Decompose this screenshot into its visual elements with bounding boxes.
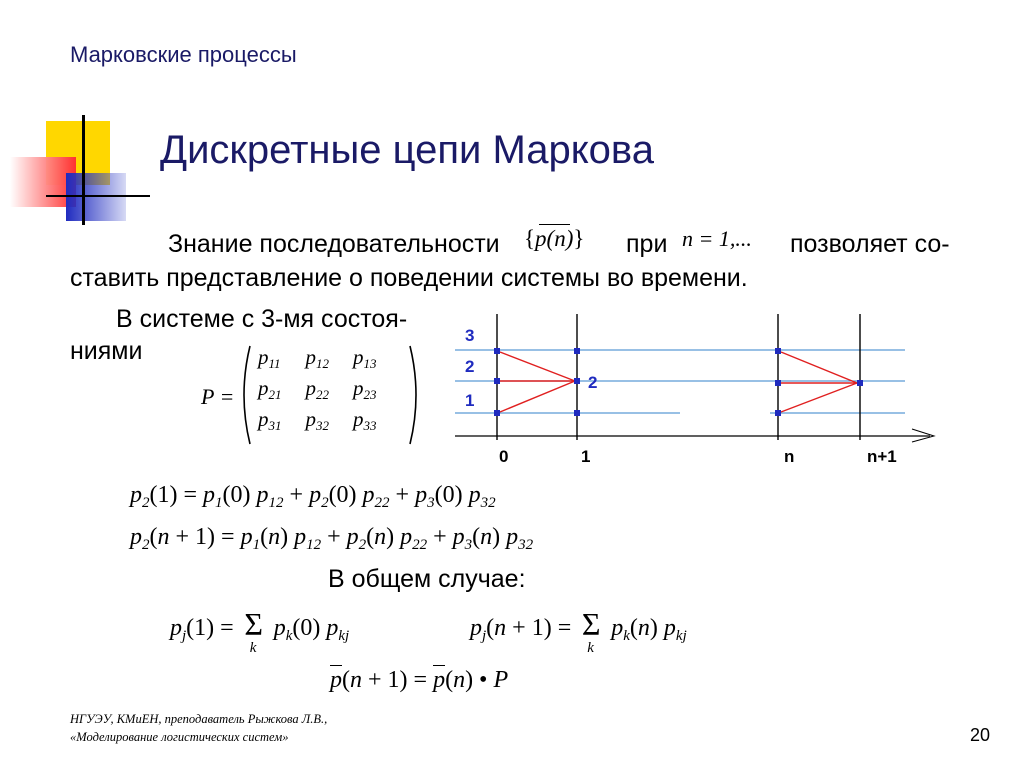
matrix-cell: $p_{32}$ [305,407,329,433]
matrix-row [246,343,389,374]
state-points [494,348,863,416]
matrix-cell: $p_{31}$ [258,407,282,433]
arrow-from-1 [500,381,575,412]
vertical-line [82,115,85,225]
general-case-label: В общем случае: [328,565,526,593]
decorative-squares [10,115,150,225]
matrix-cell: $p_{13}$ [353,345,377,371]
matrix-cell: $p_{22}$ [305,376,329,402]
state-label-3: 3 [465,326,475,345]
matrix-cell: $p_{23}$ [353,376,377,402]
paragraph-2-line-2: ниями [70,337,143,365]
sequence-formula [524,226,584,252]
matrix-cell: $p_{11}$ [258,345,281,371]
range-formula: n = 1,... [682,226,752,251]
horizontal-line [46,195,150,197]
paragraph-1-line-1 [168,228,500,260]
sequence-inner: p(n) [535,226,574,251]
matrix-row [246,405,389,436]
paragraph-1-lead: Знание последовательности [168,230,500,258]
sum-sign: Σ k [244,606,264,656]
equation-4: $p_j(n + 1) = \Sigma$ k $p_k(n)$ $p_{kj}$ [470,606,687,656]
equation-5: p(n + 1) = p(n) • P [330,667,509,693]
state-label-1: 1 [465,391,475,410]
footer-line-2: «Моделирование логистических систем» [70,730,289,744]
blue-square [66,173,126,221]
point [494,410,500,416]
point [574,410,580,416]
matrix-table [246,343,389,436]
paragraph-1-tail: позволяет со- [790,230,950,258]
point [775,410,781,416]
equation-1: $p_2(1) = p_1(0) p_{12} + p_2(0) p_{22} + p_3(0)$ $p_{32}$ [130,482,496,511]
arrow-from-3 [500,352,575,381]
matrix-cell: $p_{21}$ [258,376,282,402]
matrix-cell: $p_{12}$ [305,345,329,371]
point [857,380,863,386]
footer-line-1: НГУЭУ, КМиЕН, преподаватель Рыжкова Л.В., [70,712,328,726]
time-label-n: n [784,447,795,466]
time-label-1: 1 [581,447,591,466]
sum-sign: Σ k [581,606,601,656]
equation-3: $p_j(1) = \Sigma$ k $p_k(0)$ $p_{kj}$ [170,606,350,656]
matrix-lhs: P = [201,384,235,409]
slide-title: Дискретные цепи Маркова [160,128,654,172]
vector-p: p [330,667,342,693]
point [574,378,580,384]
arrow-n-from-1 [781,383,857,412]
equation-2: $p_2(n + 1) = p_1(n) p_{12} + p_2(n) p_{22} + p_3(n)$ $p_{32}$ [130,524,534,553]
point [494,378,500,384]
sequence-close-brace: } [573,226,585,251]
paragraph-1-mid: при [626,230,668,258]
state-transition-diagram [450,312,950,472]
paragraph-1-line-2: ставить представление о поведении системы во времени. [70,264,748,292]
target-state-label: 2 [588,373,598,392]
paragraph-2-line-1: В системе с 3-мя состоя- [116,305,408,333]
arrow-n-from-3 [781,352,857,383]
matrix-cell: $p_{33}$ [353,407,377,433]
time-label-n1: n+1 [867,447,897,466]
course-header: Марковские процессы [70,42,297,67]
point [574,348,580,354]
matrix-row [246,374,389,405]
page-number: 20 [969,725,990,745]
vector-p: p [433,667,446,693]
point [775,380,781,386]
sequence-open-brace: { [524,226,536,251]
state-label-2: 2 [465,357,475,376]
time-label-0: 0 [499,447,509,466]
point [775,348,781,354]
point [494,348,500,354]
